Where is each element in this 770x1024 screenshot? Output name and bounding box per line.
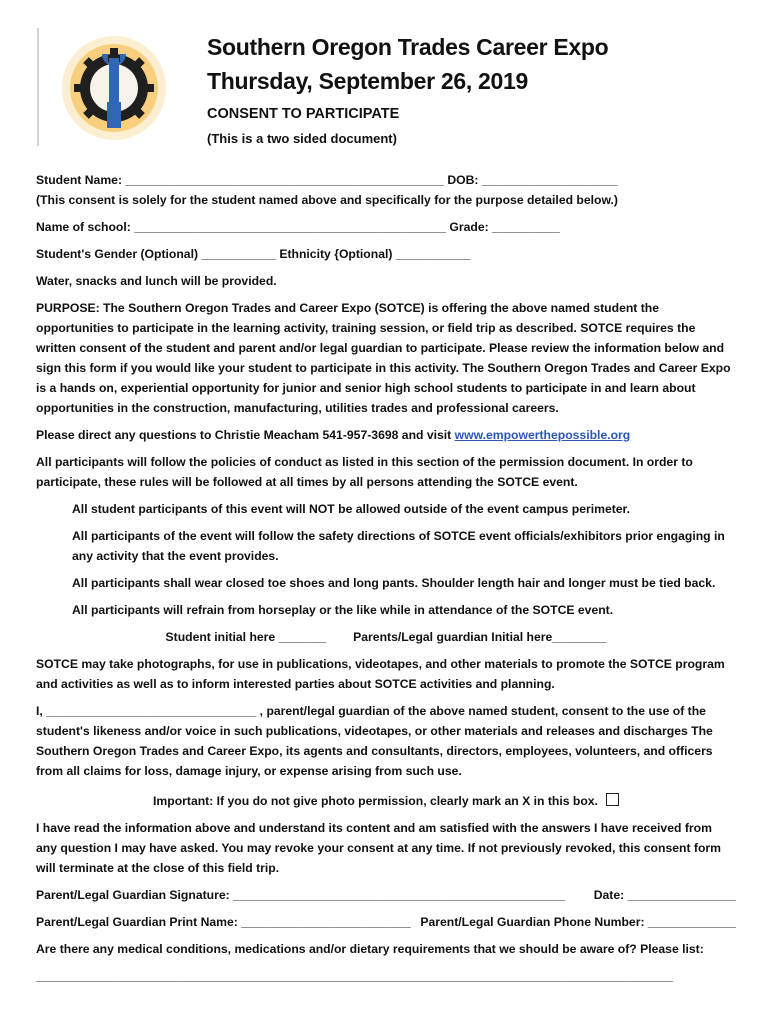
print-name-line xyxy=(36,912,736,932)
form-body xyxy=(36,170,736,993)
rule-item: All student participants of this event will NOT be allowed outside of the event campus perimeter. xyxy=(72,502,631,516)
school-line[interactable]: Name of school: ______________________________________________ Grade: __________ xyxy=(36,220,560,234)
medical-question: Are there any medical conditions, medications and/or dietary requirements that we should be aware of? Please list: xyxy=(36,942,704,956)
rule-item: All participants will refrain from horseplay or the like while in attendance of the SOTCE event. xyxy=(72,603,614,617)
form-header xyxy=(207,30,747,146)
questions-line xyxy=(36,425,736,445)
policies-paragraph: All participants will follow the policies of conduct as listed in this section of the permission document. In order to participate, these rules will be followed at all times by all persons attending the SOTCE event. xyxy=(36,455,693,489)
student-name-line[interactable]: Student Name: _______________________________________________ DOB: ____________________ xyxy=(36,173,618,187)
medical-answer-line[interactable]: ______________________________________________________________________________________________ xyxy=(36,969,674,983)
rule-item: All participants shall wear closed toe shoes and long pants. Shoulder length hair and longer must be tied back. xyxy=(72,576,716,590)
expo-logo-gear-wrench-icon xyxy=(36,28,186,153)
photo-permission-text: Important: If you do not give photo permission, clearly mark an X in this box. xyxy=(153,794,598,808)
event-date: Thursday, September 26, 2019 xyxy=(207,68,528,94)
acknowledgement-paragraph: I have read the information above and understand its content and am satisfied with the answers I have received from any question I may have asked. You may revoke your consent at any time. If not previously revoked, this consent form will terminate at the close of this field trip. xyxy=(36,821,721,875)
student-initial-field[interactable]: Student initial here _______ xyxy=(165,630,327,644)
parent-initial-field[interactable]: Parents/Legal guardian Initial here________ xyxy=(353,630,607,644)
event-title: Southern Oregon Trades Career Expo xyxy=(207,34,609,60)
consent-note: (This consent is solely for the student named above and specifically for the purpose detailed below.) xyxy=(36,193,618,207)
photo-permission-checkbox[interactable] xyxy=(606,793,619,806)
gender-ethnicity-line[interactable]: Student's Gender (Optional) ___________ Ethnicity {Optional) ___________ xyxy=(36,247,471,261)
website-link[interactable]: www.empowerthepossible.org xyxy=(454,428,631,442)
purpose-paragraph: PURPOSE: The Southern Oregon Trades and Career Expo (SOTCE) is offering the above named student the opportunities to participate in the learning activity, training session, or field trip as described. SOTCE requires the written consent of the student and parent and/or legal guardian to participate. Please review the information below and sign this form if you would like your student to participate in this activity. The Southern Oregon Trades and Career Expo is a hands on, experiential opportunity for junior and senior high school students to participate in and learn about opportunities in the construction, manufacturing, utilities trades and professional careers. xyxy=(36,301,731,415)
consent-paragraph[interactable]: I, _______________________________ , parent/legal guardian of the above named student, consent to the use of the student's likeness and/or voice in such publications, videotapes, or other materials and releases and discharges The Southern Oregon Trades and Career Expo, its agents and consultants, directors, employees, volunteers, and officers from all claims for loss, damage injury, or expense arising from such use. xyxy=(36,704,713,778)
guardian-phone-field[interactable]: Parent/Legal Guardian Phone Number: _____________ xyxy=(420,915,736,929)
questions-text: Please direct any questions to Christie Meacham 541-957-3698 and visit xyxy=(36,428,455,442)
photos-paragraph: SOTCE may take photographs, for use in publications, videotapes, and other materials to promote the SOTCE program and activities as well as to inform interested parties about SOTCE activities and planning. xyxy=(36,657,725,691)
guardian-signature-field[interactable]: Parent/Legal Guardian Signature: _________________________________________________ xyxy=(36,888,566,902)
photo-permission-line xyxy=(36,791,736,811)
two-sided-note: (This is a two sided document) xyxy=(207,131,397,146)
signature-line xyxy=(36,885,736,905)
rule-item: All participants of the event will follow the safety directions of SOTCE event officials/exhibitors prior engaging in any activity that the event provides. xyxy=(72,529,725,563)
initials-line xyxy=(36,627,736,647)
form-subtitle: CONSENT TO PARTICIPATE xyxy=(207,106,400,122)
date-field[interactable]: Date: ________________ xyxy=(593,888,736,902)
guardian-print-name-field[interactable]: Parent/Legal Guardian Print Name: _________________________ xyxy=(36,915,411,929)
provisions-note: Water, snacks and lunch will be provided. xyxy=(36,274,277,288)
